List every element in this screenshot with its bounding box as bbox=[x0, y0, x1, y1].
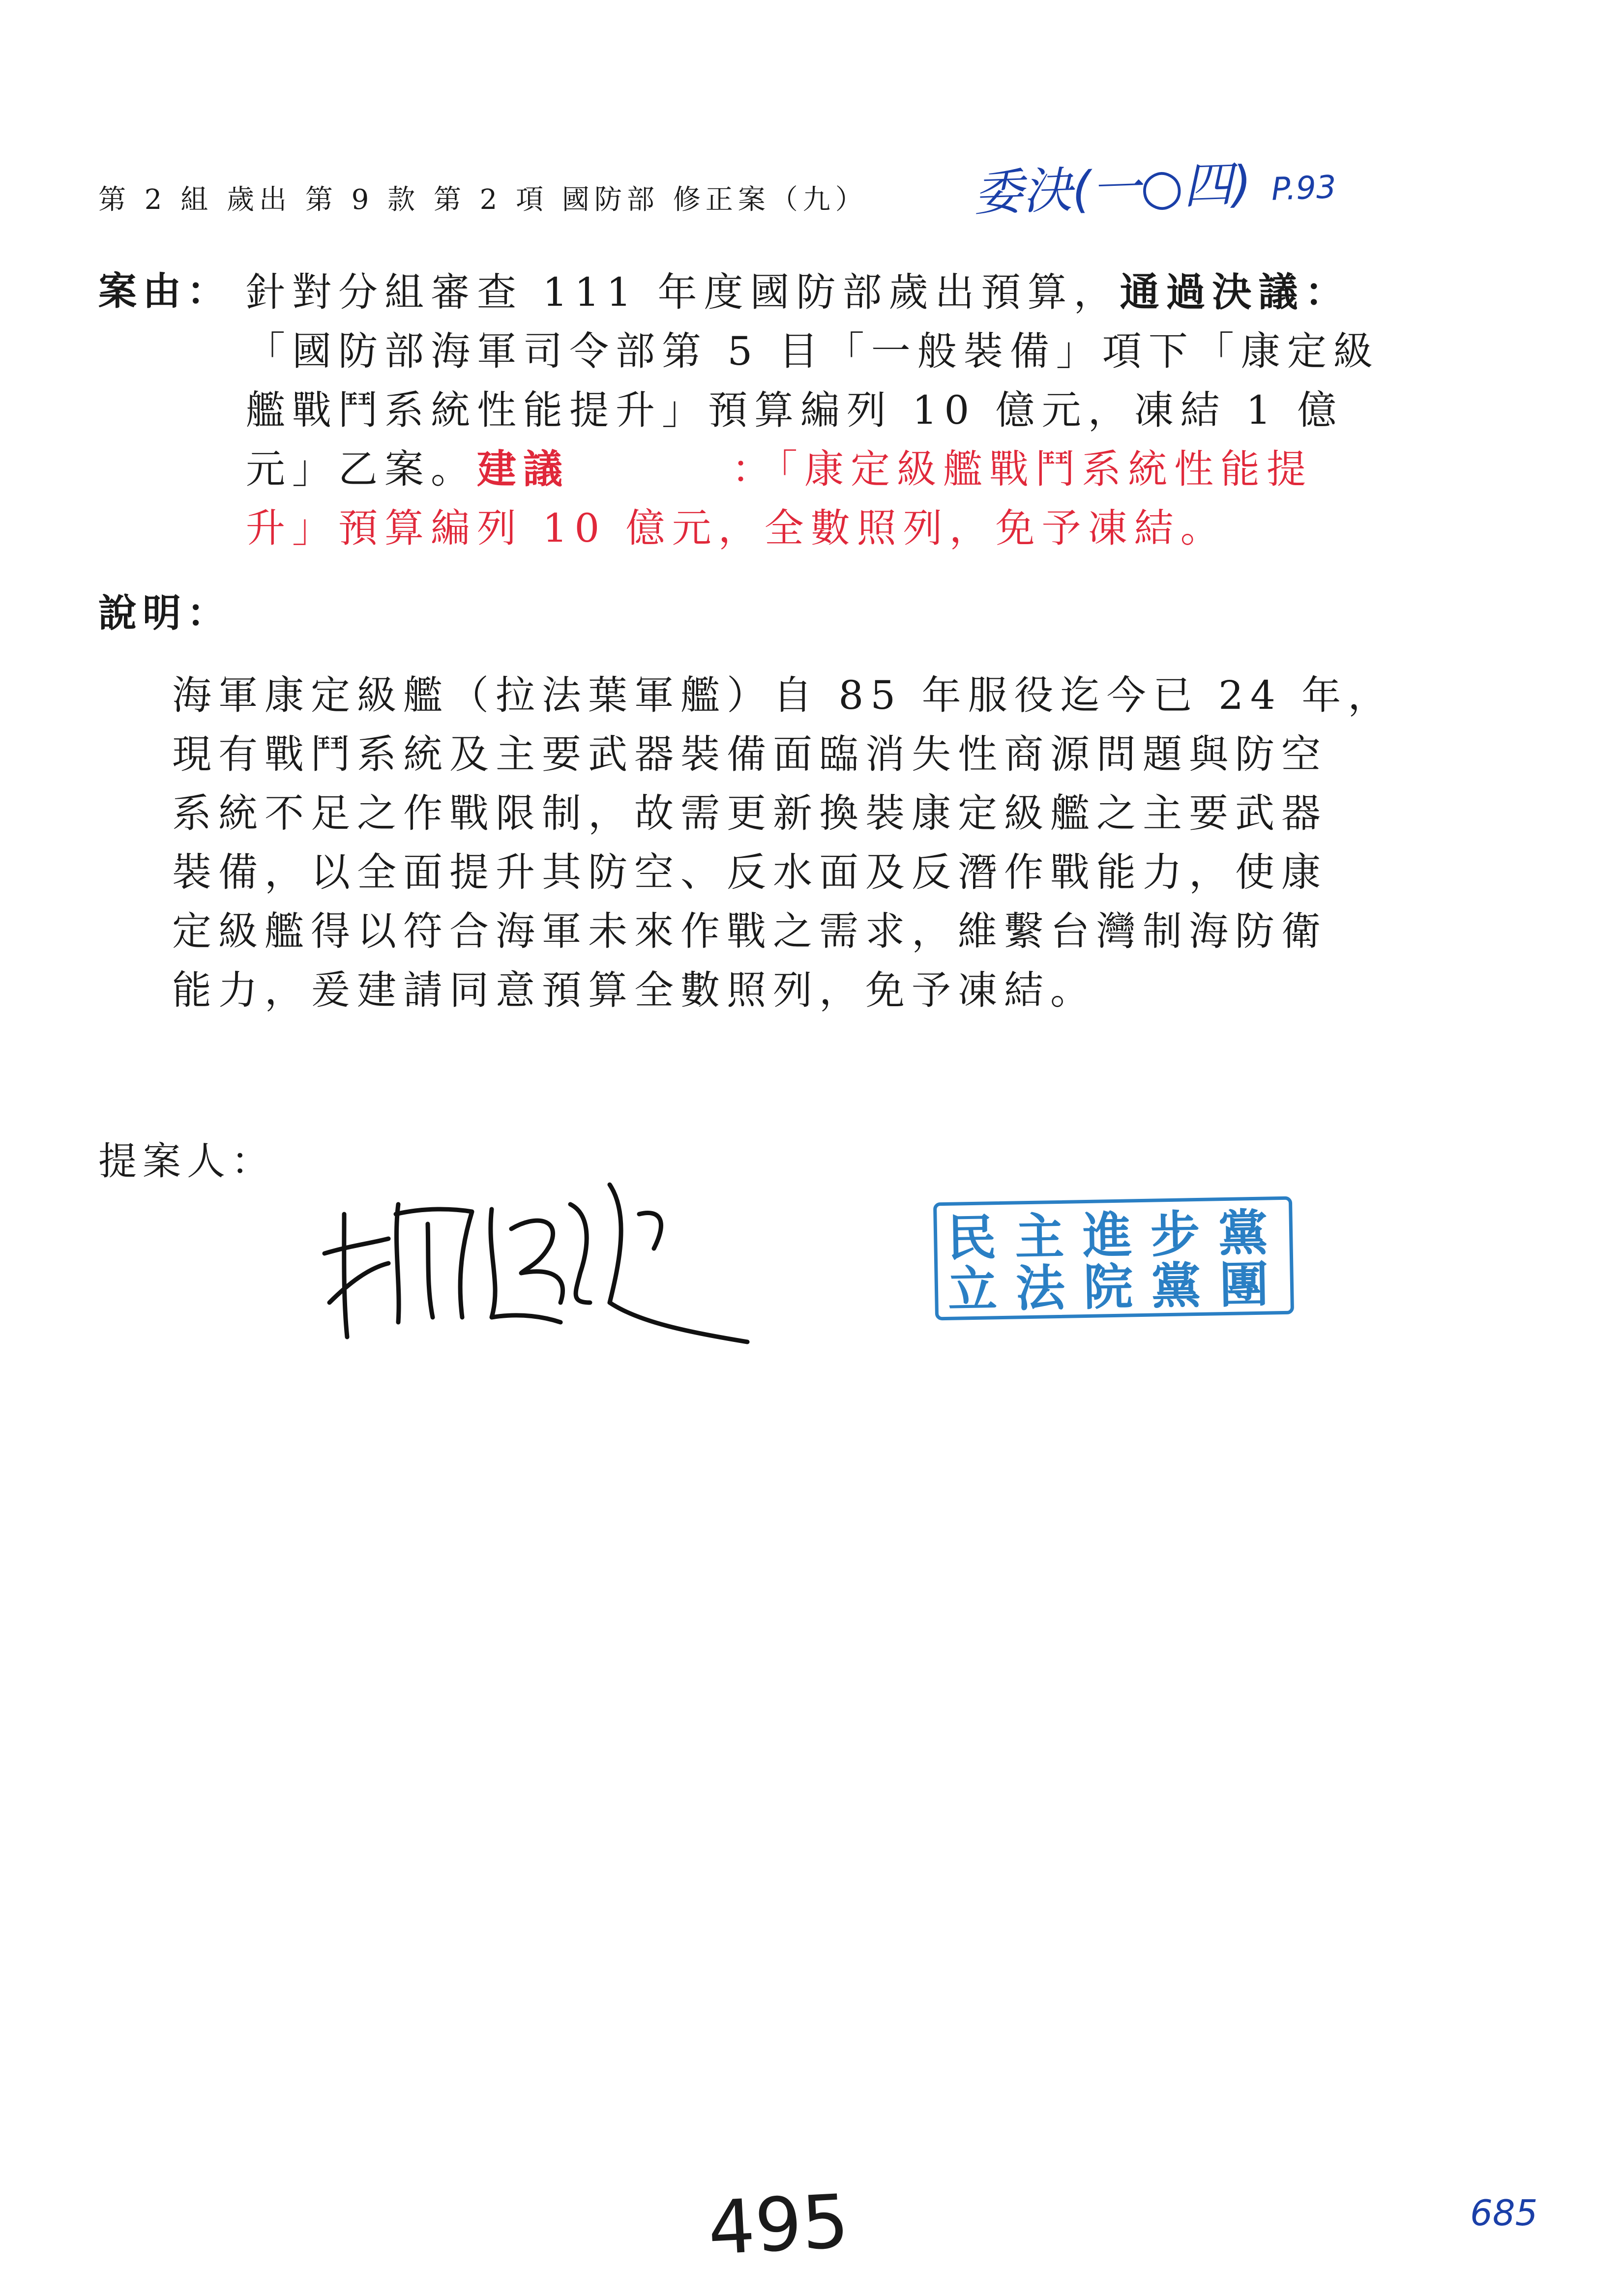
handwritten-page-ref: P.93 bbox=[1270, 169, 1337, 208]
suggestion-text: ：「康定級艦戰鬥系統性能提 bbox=[732, 446, 1313, 492]
explanation-line-2: 現有戰鬥系統及主要武器裝備面臨消失性商源問題與防空 bbox=[172, 731, 1328, 777]
explanation-line-4: 裝備，以全面提升其防空、反水面及反潛作戰能力，使康 bbox=[172, 849, 1328, 895]
reason-text-1a: 針對分組審查 111 年度國防部歲出預算， bbox=[246, 269, 1120, 315]
explanation-line-5: 定級艦得以符合海軍未來作戰之需求，維繫台灣制海防衛 bbox=[172, 908, 1328, 954]
suggestion-label: 建議 bbox=[477, 446, 569, 492]
document-header: 第 2 組 歲出 第 9 款 第 2 項 國防部 修正案（九） bbox=[98, 184, 868, 216]
party-caucus-stamp bbox=[933, 1196, 1294, 1321]
handwritten-annotation bbox=[973, 141, 1337, 225]
stamp-row-1: 民主進步黨 bbox=[946, 1203, 1287, 1267]
reason-text-1c: ： bbox=[1304, 269, 1351, 315]
stamp-row-2: 立法院黨團 bbox=[947, 1254, 1288, 1319]
resolution-label: 通過決議 bbox=[1120, 269, 1305, 315]
reason-line-3: 艦戰鬥系統性能提升」預算編列 10 億元，凍結 1 億 bbox=[246, 387, 1344, 433]
page-number: 495 bbox=[706, 2179, 851, 2272]
reason-text-4a: 元」乙案。 bbox=[246, 446, 477, 492]
reason-line-4 bbox=[246, 437, 1313, 494]
reason-line-1 bbox=[246, 261, 1351, 317]
explanation-line-1: 海軍康定級艦（拉法葉軍艦）自 85 年服役迄今已 24 年， bbox=[172, 672, 1394, 718]
explanation-line-3: 系統不足之作戰限制，故需更新換裝康定級艦之主要武器 bbox=[172, 790, 1328, 836]
proposer-label: 提案人： bbox=[98, 1139, 276, 1184]
suggestion-line-2: 升」預算編列 10 億元，全數照列，免予凍結。 bbox=[246, 505, 1227, 551]
file-number: 685 bbox=[1470, 2192, 1538, 2234]
reason-line-2: 「國防部海軍司令部第 5 目「一般裝備」項下「康定級 bbox=[246, 328, 1380, 374]
explanation-label: 說明： bbox=[98, 591, 232, 636]
handwritten-signature bbox=[315, 1155, 797, 1362]
reason-label: 案由： bbox=[98, 269, 232, 314]
explanation-line-6: 能力，爰建請同意預算全數照列，免予凍結。 bbox=[172, 967, 1096, 1013]
handwritten-note: 委決(一○四) bbox=[973, 155, 1253, 222]
